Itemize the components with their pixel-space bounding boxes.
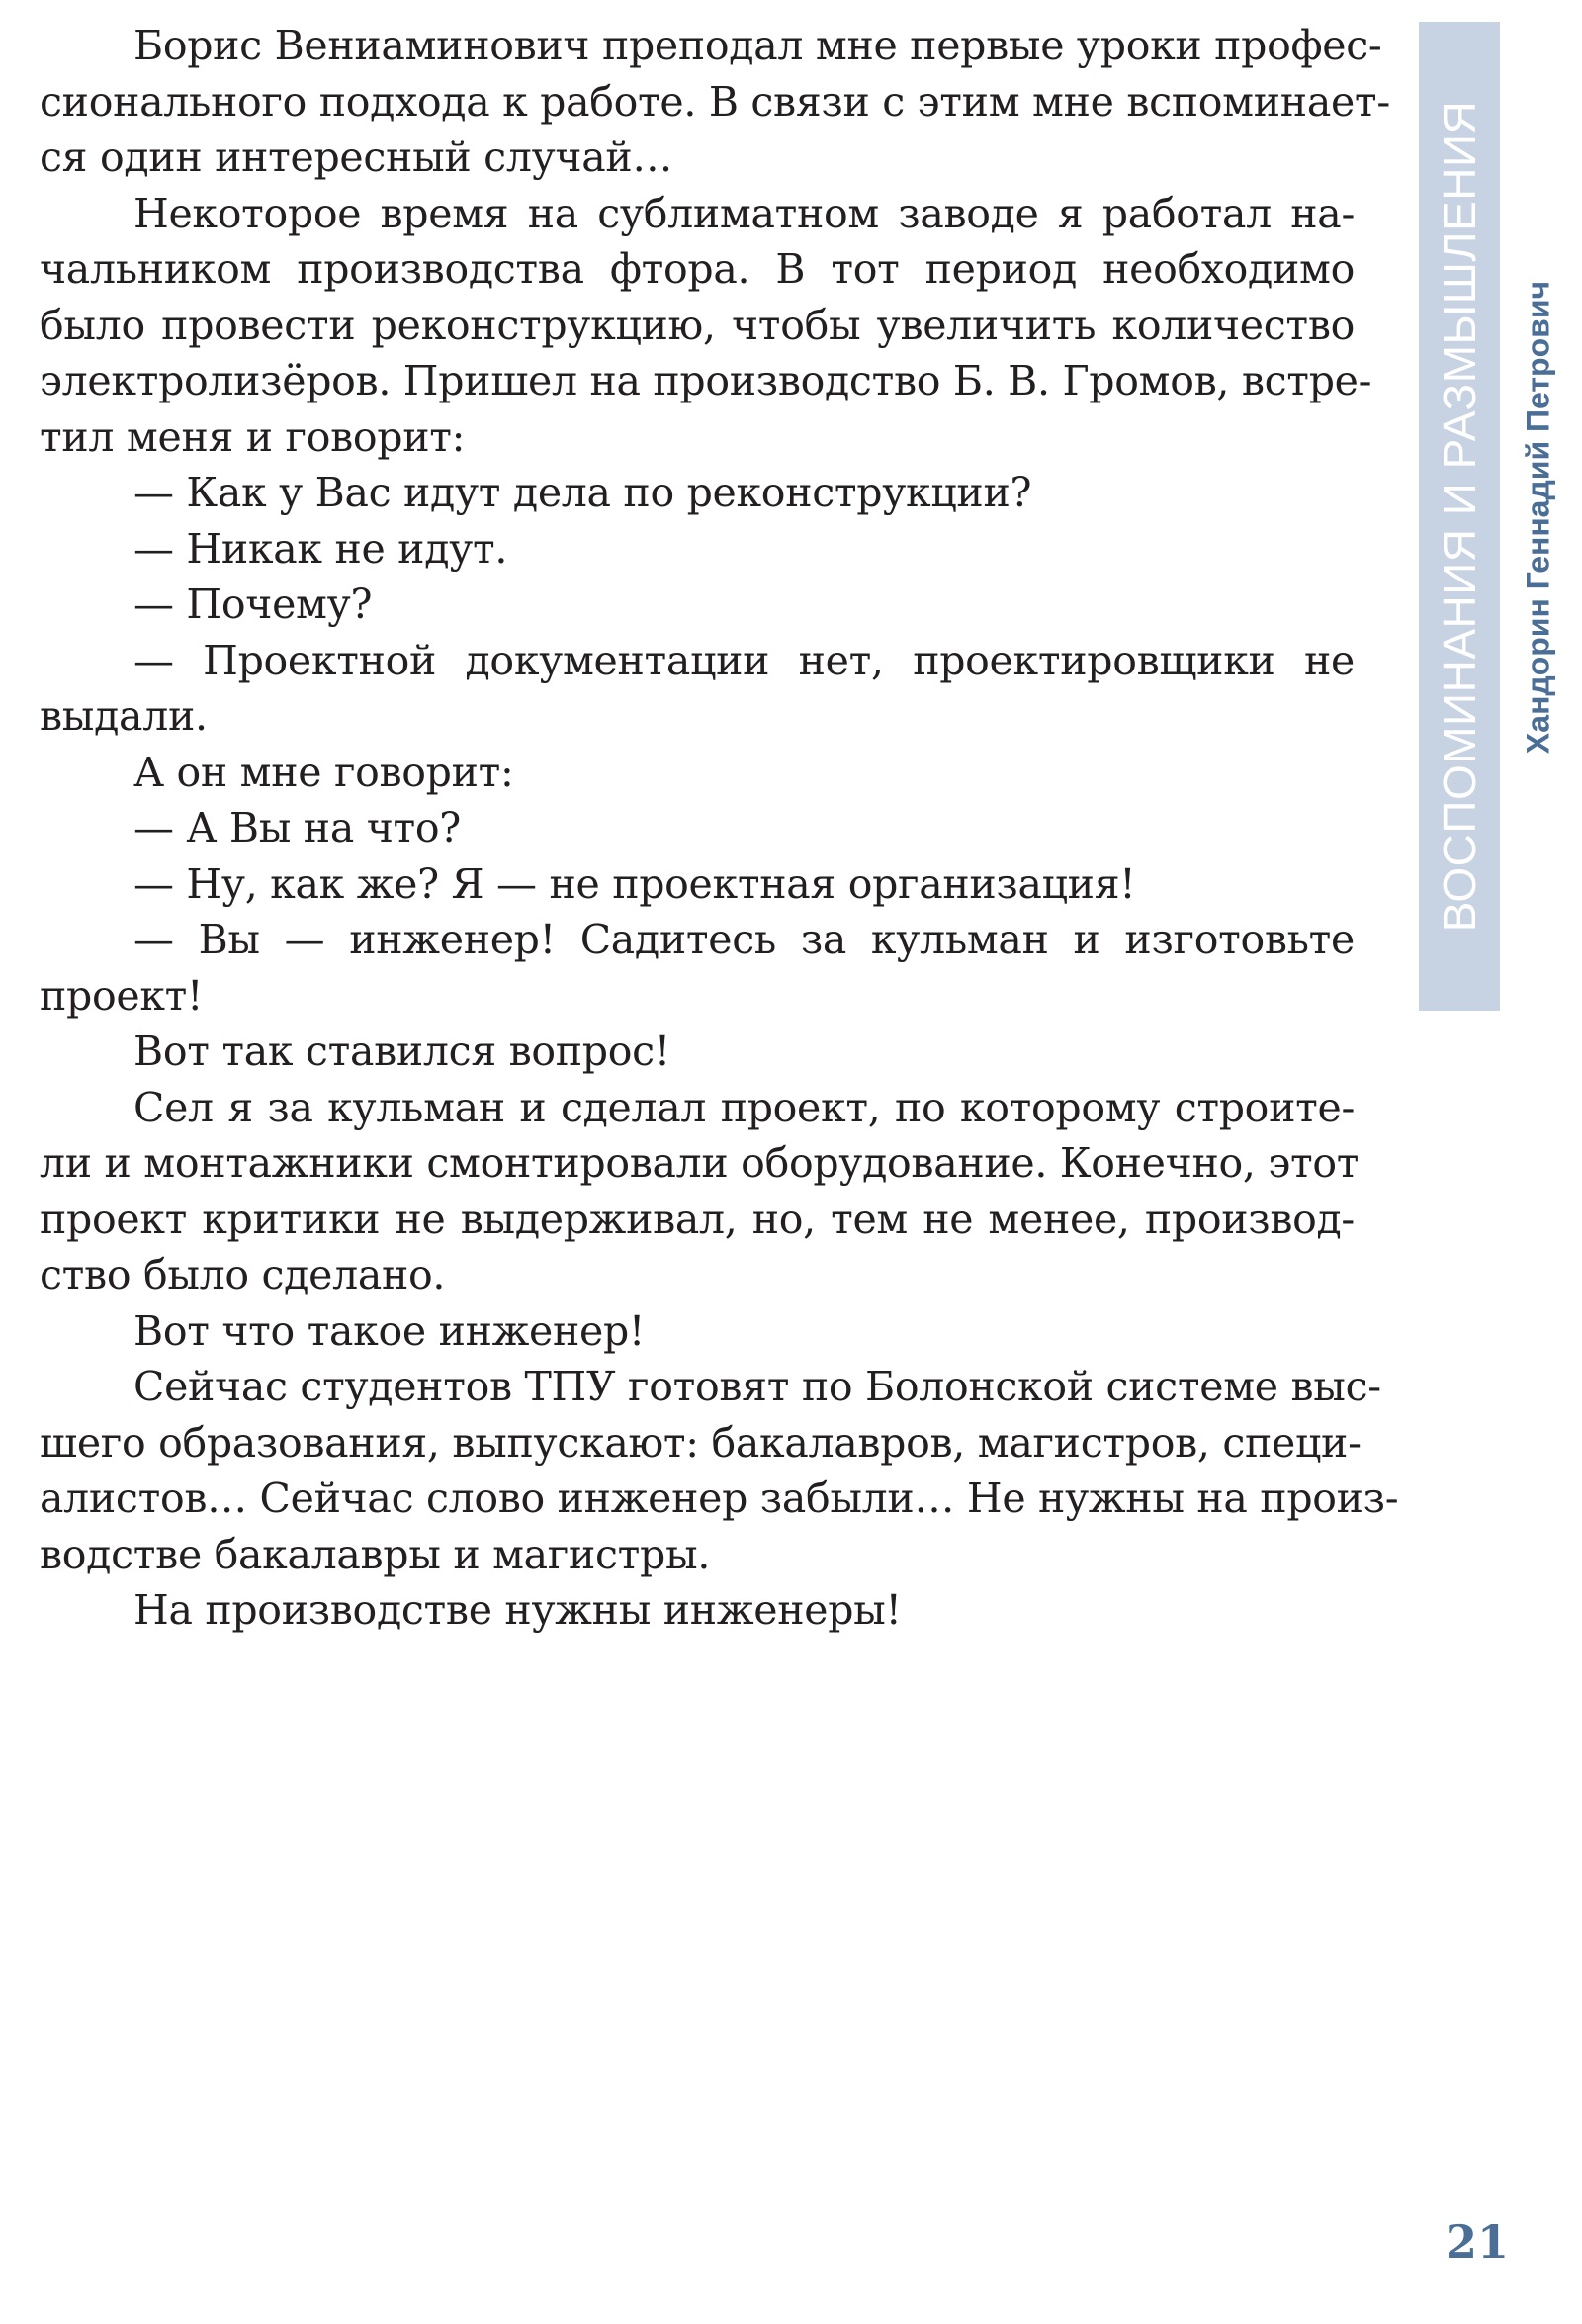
- body-line: Борис Вениаминович преподал мне первые уроки профес-: [133, 22, 1382, 69]
- body-line: Сел я за кульман и сделал проект, по которому строите-: [133, 1083, 1355, 1131]
- section-sidebar: [1419, 22, 1500, 1011]
- body-line: А он мне говорит:: [133, 748, 514, 796]
- body-line: ся один интересный случай…: [40, 134, 673, 181]
- body-line: На производстве нужны инженеры!: [133, 1586, 902, 1634]
- dialogue-line: — Проектной документации нет, проектировщики не: [133, 636, 1355, 684]
- author-sidebar: [1516, 225, 1561, 809]
- dialogue-line: выдали.: [40, 692, 208, 740]
- body-line: водстве бакалавры и магистры.: [40, 1530, 711, 1578]
- body-line: было провести реконструкцию, чтобы увеличить количество: [40, 301, 1355, 349]
- body-line: тил меня и говорит:: [40, 412, 466, 461]
- section-title: ВОСПОМИНАНИЯ И РАЗМЫШЛЕНИЯ: [1434, 100, 1485, 933]
- dialogue-line: — Никак не идут.: [133, 524, 508, 573]
- body-line: сионального подхода к работе. В связи с этим мне вспоминает-: [40, 77, 1390, 126]
- body-line: алистов… Сейчас слово инженер забыли… Не нужны на произ-: [40, 1475, 1399, 1522]
- page-number: 21: [1446, 2215, 1510, 2269]
- body-line: шего образования, выпускают: бакалавров, магистров, специ-: [40, 1418, 1362, 1467]
- dialogue-line: — Ну, как же? Я — не проектная организация!: [133, 859, 1136, 908]
- author-name: Хандорин Геннадий Петрович: [1520, 280, 1556, 755]
- body-line: Вот что такое инженер!: [133, 1306, 646, 1355]
- body-line: Некоторое время на сублиматном заводе я работал на-: [133, 189, 1355, 237]
- dialogue-line: проект!: [40, 971, 204, 1020]
- article-body: [40, 18, 1399, 1639]
- dialogue-line: — А Вы на что?: [133, 804, 461, 851]
- body-line: электролизёров. Пришел на производство Б. В. Громов, встре-: [40, 357, 1372, 404]
- body-line: проект критики не выдерживал, но, тем не менее, производ-: [40, 1195, 1355, 1243]
- dialogue-line: — Почему?: [133, 581, 373, 628]
- body-line: чальником производства фтора. В тот период необходимо: [40, 245, 1355, 293]
- dialogue-line: — Вы — инженер! Садитесь за кульман и изготовьте: [133, 916, 1355, 963]
- body-line: ли и монтажники смонтировали оборудование. Конечно, этот: [40, 1139, 1360, 1187]
- body-line: ство было сделано.: [40, 1251, 446, 1298]
- body-line: Вот так ставился вопрос!: [133, 1028, 670, 1075]
- dialogue-line: — Как у Вас идут дела по реконструкции?: [133, 469, 1032, 516]
- body-line: Сейчас студентов ТПУ готовят по Болонской системе выс-: [133, 1363, 1381, 1410]
